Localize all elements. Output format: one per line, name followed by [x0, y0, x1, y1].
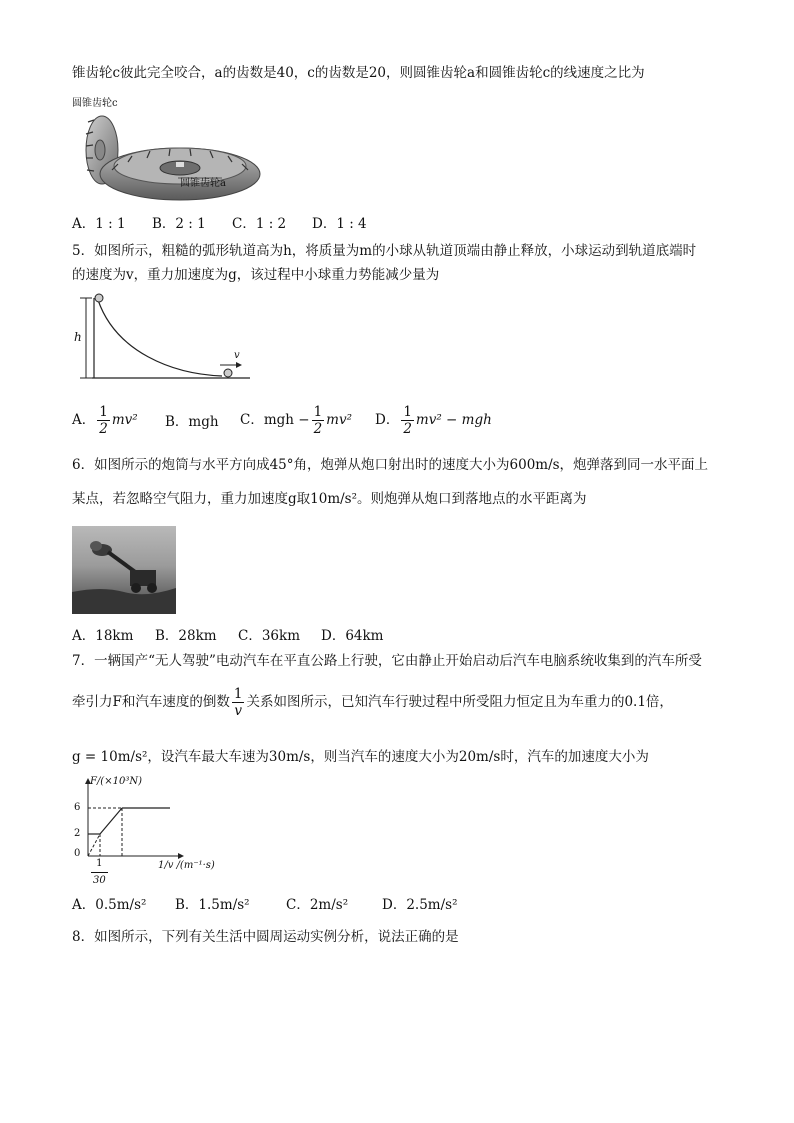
- q5-option-d-expr: mv² − mgh: [415, 412, 492, 428]
- bevel-gear-figure: [72, 92, 262, 210]
- q4-option-a[interactable]: A．1 : 1: [72, 216, 126, 232]
- gear-c-label: 圆锥齿轮c: [72, 98, 118, 109]
- q7-text-line1: 7．一辆国产“无人驾驶”电动汽车在平直公路上行驶，它由静止开始启动后汽车电脑系统收集到的汽车所受: [72, 653, 702, 669]
- q5-option-c-expr: mv²: [326, 412, 353, 428]
- q7-option-d[interactable]: D．2.5m/s²: [382, 897, 458, 913]
- q5-option-d-prefix: D．: [375, 412, 400, 428]
- fraction-half: $\frac{1}{2}$: [99, 404, 108, 437]
- q6-option-c[interactable]: C．36km: [238, 628, 300, 644]
- gear-a-label: 圆锥齿轮a: [180, 178, 226, 189]
- fraction-half: $\frac{1}{2}$: [403, 404, 412, 437]
- q7-text-line2: [72, 686, 673, 719]
- x-tick-one-thirtieth: $\frac{1}{30}$: [93, 858, 106, 886]
- q7-option-c[interactable]: C．2m/s²: [286, 897, 349, 913]
- y-tick-2: 2: [74, 828, 81, 839]
- arc-track-diagram: [72, 292, 252, 384]
- y-tick-6: 6: [74, 802, 81, 813]
- q7-text-line2-part2: 关系如图所示，已知汽车行驶过程中所受阻力恒定且为车重力的0.1倍，: [246, 694, 673, 710]
- q7-option-a[interactable]: A．0.5m/s²: [72, 897, 147, 913]
- q5-option-a[interactable]: [72, 404, 138, 437]
- velocity-v-label: v: [234, 350, 240, 361]
- q7-text-line2-part1: 牵引力F和汽车速度的倒数: [72, 694, 230, 710]
- q4-option-d[interactable]: D．1 : 4: [312, 216, 367, 232]
- q6-option-b[interactable]: B．28km: [155, 628, 217, 644]
- graph-y-label: F/(×10³N): [90, 776, 142, 787]
- artillery-photo: [72, 526, 176, 614]
- bevel-gear-illustration: [72, 92, 262, 210]
- graph-x-label: 1/v /(m⁻¹·s): [158, 860, 215, 871]
- fraction-half: $\frac{1}{2}$: [313, 404, 323, 437]
- height-h-label: h: [74, 330, 82, 344]
- arc-track-figure: [72, 292, 252, 384]
- q5-text-line2: 的速度为v，重力加速度为g，该过程中小球重力势能减少量为: [72, 267, 440, 283]
- q5-option-b[interactable]: B．mgh: [165, 414, 219, 430]
- q5-option-d[interactable]: [375, 404, 492, 437]
- q6-option-a[interactable]: A．18km: [72, 628, 134, 644]
- force-vs-inverse-velocity-graph: [72, 776, 252, 886]
- q4-text: 锥齿轮c彼此完全咬合，a的齿数是40，c的齿数是20，则圆锥齿轮a和圆锥齿轮c的线速度之比为: [72, 65, 645, 81]
- q5-option-a-prefix: A．: [72, 412, 96, 428]
- q7-text-line3: g = 10m/s²，设汽车最大车速为30m/s，则当汽车的速度大小为20m/s时，汽车的加速度大小为: [72, 749, 649, 765]
- q6-text-line1: 6．如图所示的炮筒与水平方向成45°角，炮弹从炮口射出时的速度大小为600m/s，炮弹落到同一水平面上: [72, 457, 709, 473]
- q4-option-c[interactable]: C．1 : 2: [232, 216, 287, 232]
- q6-option-d[interactable]: D．64km: [321, 628, 384, 644]
- q5-option-a-expr: mv²: [111, 412, 138, 428]
- y-tick-0: 0: [74, 848, 81, 859]
- q4-option-b[interactable]: B．2 : 1: [152, 216, 206, 232]
- fraction-inverse-v: $\frac{1}{v}$: [233, 686, 243, 719]
- artillery-silhouette: [72, 526, 176, 614]
- q8-text-line1: 8．如图所示，下列有关生活中圆周运动实例分析，说法正确的是: [72, 929, 459, 945]
- q5-text-line1: 5．如图所示，粗糙的弧形轨道高为h，将质量为m的小球从轨道顶端由静止释放，小球运动到轨道底端时: [72, 243, 697, 259]
- q5-option-c-prefix: C．mgh −: [240, 412, 310, 428]
- q5-option-c[interactable]: [240, 404, 352, 437]
- q6-text-line2: 某点，若忽略空气阻力，重力加速度g取10m/s²。则炮弹从炮口到落地点的水平距离为: [72, 491, 587, 507]
- q7-option-b[interactable]: B．1.5m/s²: [175, 897, 250, 913]
